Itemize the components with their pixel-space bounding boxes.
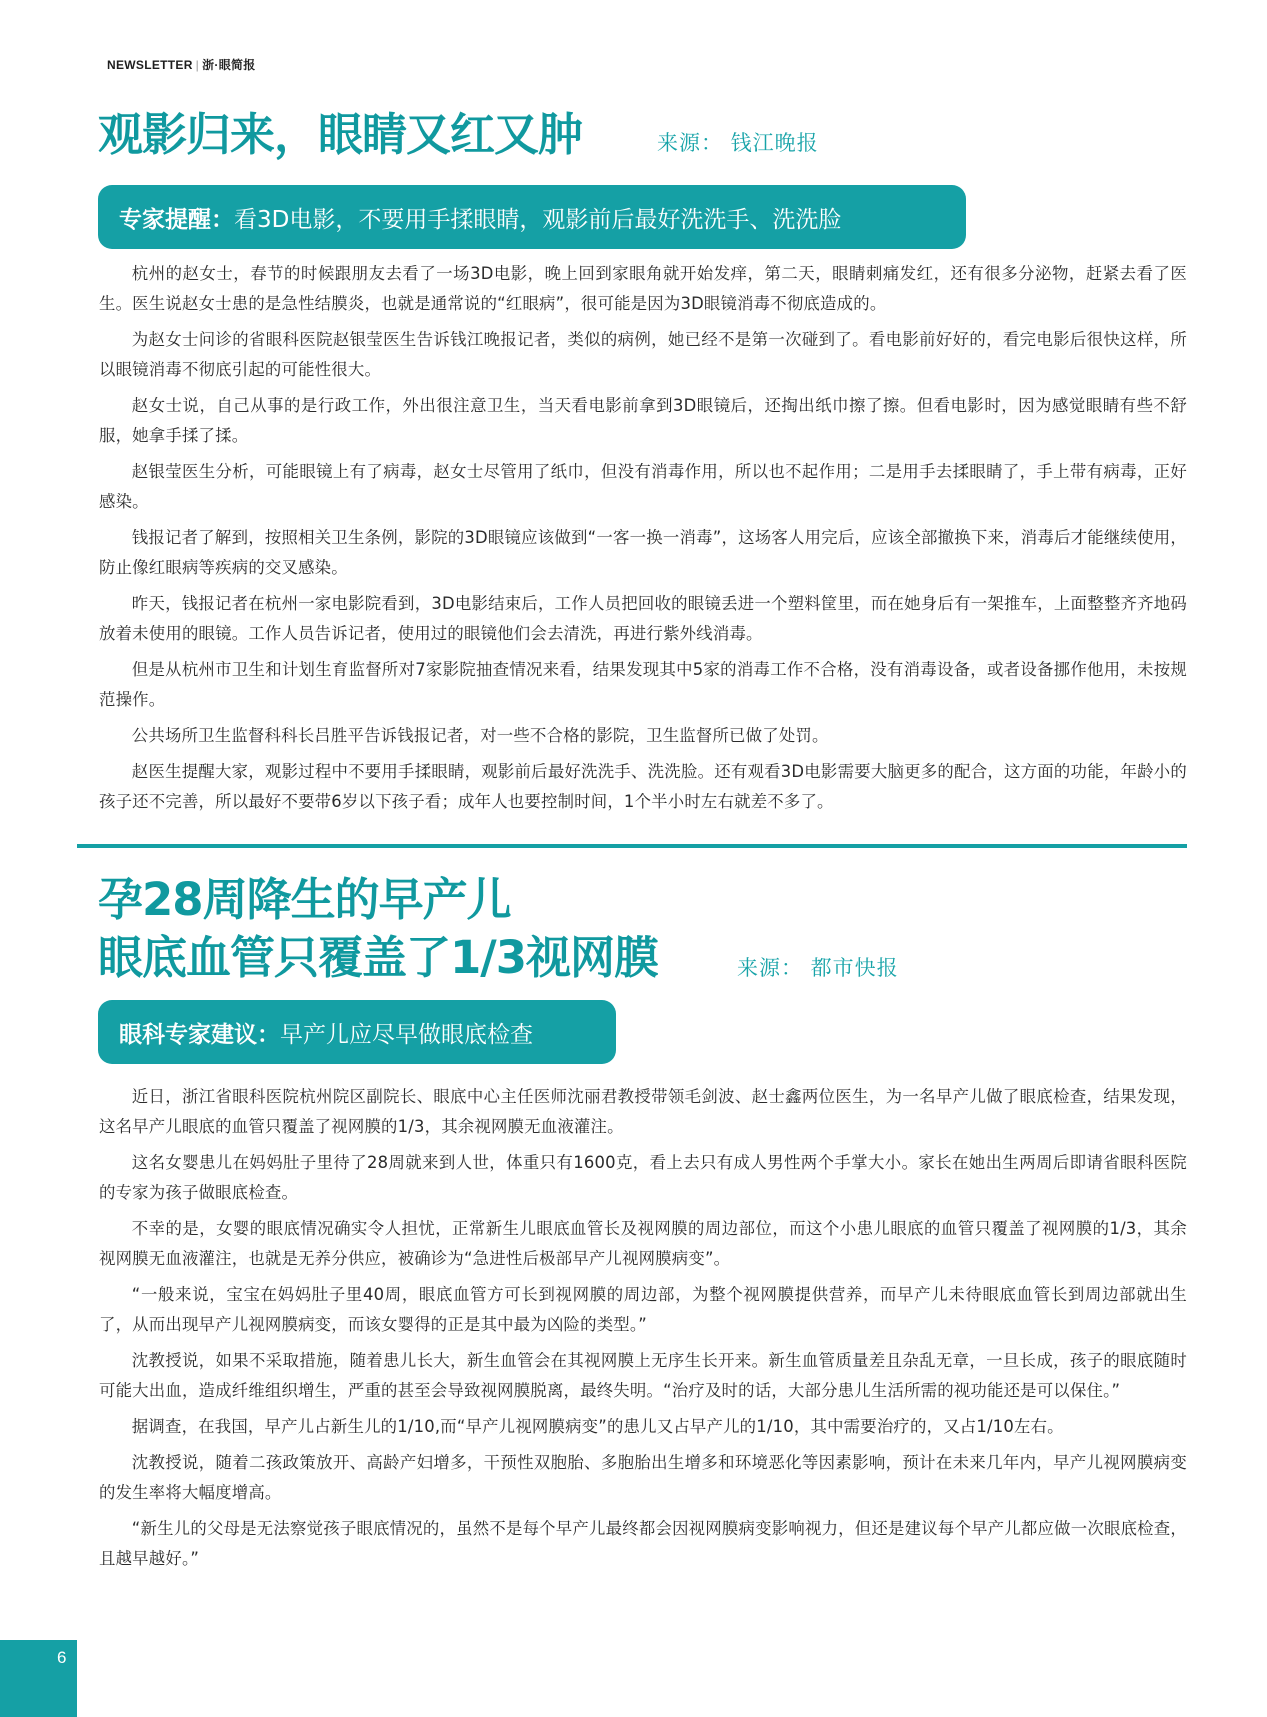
section-divider: [77, 844, 1187, 848]
page-number-box: [0, 1640, 77, 1717]
article2-banner: [98, 1000, 616, 1064]
paragraph: 为赵女士问诊的省眼科医院赵银莹医生告诉钱江晚报记者，类似的病例，她已经不是第一次碰到了。看电影前好好的，看完电影后很快这样，所以眼镜消毒不彻底引起的可能性很大。: [99, 330, 1187, 379]
article1-banner-label: 专家提醒：: [119, 206, 234, 233]
article1-body: [99, 259, 1187, 823]
newsletter-header: NEWSLETTER | 浙·眼简报: [107, 58, 256, 72]
page-number: 6: [57, 1648, 67, 1667]
paragraph: 赵女士说，自己从事的是行政工作，外出很注意卫生，当天看电影前拿到3D眼镜后，还掏出纸巾擦了擦。但看电影时，因为感觉眼睛有些不舒服，她拿手揉了揉。: [99, 396, 1187, 445]
article2-title-line2: 眼底血管只覆盖了1/3视网膜: [98, 931, 659, 984]
newsletter-brand: NEWSLETTER: [107, 58, 193, 72]
paragraph: “新生儿的父母是无法察觉孩子眼底情况的，虽然不是每个早产儿最终都会因视网膜病变影响视力，但还是建议每个早产儿都应做一次眼底检查，且越早越好。”: [99, 1519, 1187, 1568]
article1-banner: [98, 185, 966, 249]
paragraph: 钱报记者了解到，按照相关卫生条例，影院的3D眼镜应该做到“一客一换一消毒”，这场客人用完后，应该全部撤换下来，消毒后才能继续使用，防止像红眼病等疾病的交叉感染。: [99, 528, 1187, 577]
paragraph: “一般来说，宝宝在妈妈肚子里40周，眼底血管方可长到视网膜的周边部，为整个视网膜提供营养，而早产儿未待眼底血管长到周边部就出生了，从而出现早产儿视网膜病变，而该女婴得的正是其中最为凶险的类型。”: [99, 1285, 1187, 1334]
article2-banner-text: 早产儿应尽早做眼底检查: [280, 1021, 533, 1048]
paragraph: 据调查，在我国，早产儿占新生儿的1/10,而“早产儿视网膜病变”的患儿又占早产儿的1/10，其中需要治疗的，又占1/10左右。: [131, 1417, 1064, 1436]
paragraph: 近日，浙江省眼科医院杭州院区副院长、眼底中心主任医师沈丽君教授带领毛剑波、赵士鑫两位医生，为一名早产儿做了眼底检查，结果发现，这名早产儿眼底的血管只覆盖了视网膜的1/3，其余视网膜无血液灌注。: [99, 1087, 1187, 1136]
article1-title: 观影归来，眼睛又红又肿: [98, 108, 583, 161]
article1-source: 来源： 钱江晚报: [657, 131, 819, 155]
paragraph: 这名女婴患儿在妈妈肚子里待了28周就来到人世，体重只有1600克，看上去只有成人男性两个手掌大小。家长在她出生两周后即请省眼科医院的专家为孩子做眼底检查。: [99, 1153, 1187, 1202]
article1-banner-text: 看3D电影，不要用手揉眼睛，观影前后最好洗洗手、洗洗脸: [234, 206, 842, 233]
paragraph: 公共场所卫生监督科科长吕胜平告诉钱报记者，对一些不合格的影院，卫生监督所已做了处罚。: [131, 726, 829, 745]
article2-source: 来源： 都市快报: [737, 956, 899, 980]
paragraph: 赵银莹医生分析，可能眼镜上有了病毒，赵女士尽管用了纸巾，但没有消毒作用，所以也不起作用；二是用手去揉眼睛了，手上带有病毒，正好感染。: [99, 462, 1187, 511]
paragraph: 赵医生提醒大家，观影过程中不要用手揉眼睛，观影前后最好洗洗手、洗洗脸。还有观看3D电影需要大脑更多的配合，这方面的功能，年龄小的孩子还不完善，所以最好不要带6岁以下孩子看；成年人也要控制时间，1个半小时左右就差不多了。: [99, 762, 1187, 811]
paragraph: 沈教授说，随着二孩政策放开、高龄产妇增多，干预性双胞胎、多胞胎出生增多和环境恶化等因素影响，预计在未来几年内，早产儿视网膜病变的发生率将大幅度增高。: [99, 1453, 1187, 1502]
article2-banner-label: 眼科专家建议：: [119, 1021, 280, 1048]
paragraph: 不幸的是，女婴的眼底情况确实令人担忧，正常新生儿眼底血管长及视网膜的周边部位，而这个小患儿眼底的血管只覆盖了视网膜的1/3，其余视网膜无血液灌注，也就是无养分供应，被确诊为“急进性后极部早产儿视网膜病变”。: [99, 1219, 1187, 1268]
paragraph: 沈教授说，如果不采取措施，随着患儿长大，新生血管会在其视网膜上无序生长开来。新生血管质量差且杂乱无章，一旦长成，孩子的眼底随时可能大出血，造成纤维组织增生，严重的甚至会导致视网膜脱离，最终失明。“治疗及时的话，大部分患儿生活所需的视功能还是可以保住。”: [99, 1351, 1187, 1400]
article2-body: [99, 1082, 1187, 1580]
paragraph: 杭州的赵女士，春节的时候跟朋友去看了一场3D电影，晚上回到家眼角就开始发痒，第二天，眼睛刺痛发红，还有很多分泌物，赶紧去看了医生。医生说赵女士患的是急性结膜炎，也就是通常说的“红眼病”，很可能是因为3D眼镜消毒不彻底造成的。: [99, 264, 1187, 313]
article2-title-line1: 孕28周降生的早产儿: [98, 873, 511, 926]
paragraph: 昨天，钱报记者在杭州一家电影院看到，3D电影结束后，工作人员把回收的眼镜丢进一个塑料筐里，而在她身后有一架推车，上面整整齐齐地码放着未使用的眼镜。工作人员告诉记者，使用过的眼镜他们会去清洗，再进行紫外线消毒。: [99, 594, 1187, 643]
newsletter-subtitle: 浙·眼简报: [202, 58, 256, 72]
paragraph: 但是从杭州市卫生和计划生育监督所对7家影院抽查情况来看，结果发现其中5家的消毒工作不合格，没有消毒设备，或者设备挪作他用，未按规范操作。: [99, 660, 1187, 709]
